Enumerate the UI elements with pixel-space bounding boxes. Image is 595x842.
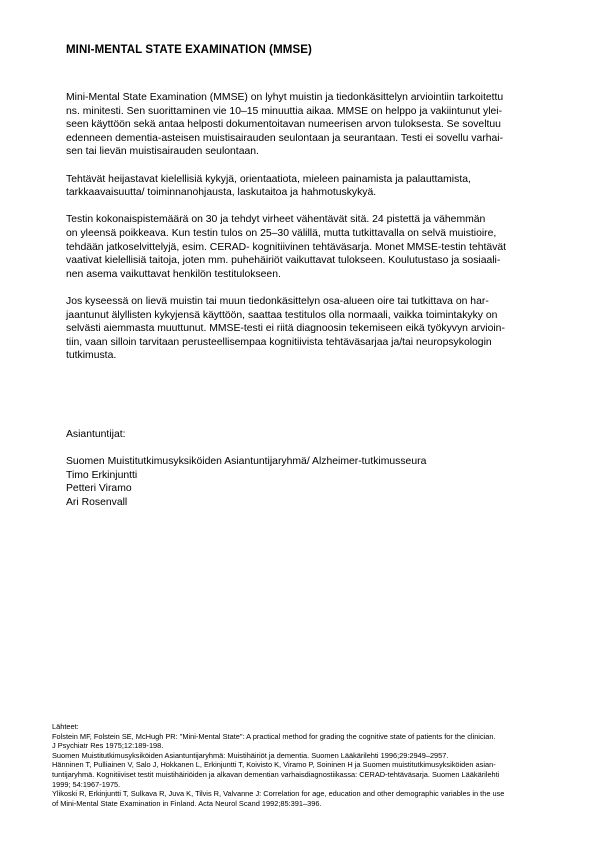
text-line: ns. minitesti. Sen suorittaminen vie 10–15 minuuttia aikaa. MMSE on helppo ja vakiintunut ylei- (66, 105, 503, 117)
references-section (52, 722, 552, 808)
expert-name: Suomen Muistitutkimusyksiköiden Asiantuntijaryhmä/ Alzheimer-tutkimusseura (66, 456, 427, 468)
paragraph-limitations (66, 295, 536, 363)
text-line: seen käyttöön sekä antaa helposti dokumentoitavan numeerisen arvon tuloksesta. Se soveltuu (66, 119, 501, 131)
text-line: selvästi aiemmasta muuttunut. MMSE-testi ei riitä diagnoosin tekemiseen eikä työkyvyn arvioin- (66, 323, 505, 335)
expert-name: Timo Erkinjuntti (66, 469, 138, 481)
experts-section (66, 428, 426, 510)
text-line: jaantunut älyllisten kykyjensä käyttöön, saattaa testitulos olla normaali, vaikka toimintakyky on (66, 309, 498, 321)
text-line: sen tai lievän muistisairauden seulontaan. (66, 146, 259, 158)
text-line: Mini-Mental State Examination (MMSE) on lyhyt muistin ja tiedonkäsittelyn arviointiin tarkoitettu (66, 92, 504, 103)
text-line: nen asema vaikuttavat henkilön testitulokseen. (66, 268, 281, 280)
references-heading: Lähteet: (52, 722, 79, 731)
reference-line: of Mini-Mental State Examination in Finland. Acta Neurol Scand 1992;85:391–396. (52, 798, 322, 808)
reference-line: Hänninen T, Pulliainen V, Salo J, Hokkanen L, Erkinjuntti T, Koivisto K, Viramo P, Soininen H ja Suomen muistitutkimusyksiköiden asian- (52, 760, 496, 770)
text-line: Jos kyseessä on lievä muistin tai muun tiedonkäsittelyn osa-alueen oire tai tutkittava on har- (66, 295, 489, 307)
paragraph-scoring (66, 213, 536, 281)
experts-heading: Asiantuntijat: (66, 429, 126, 440)
reference-line: J Psychiatr Res 1975;12:189-198. (52, 741, 164, 751)
reference-line: Suomen Muistitutkimusyksiköiden Asiantuntijaryhmä: Muistihäiriöt ja dementia. Suomen Lääkärilehti 1996;29:2949–2957. (52, 750, 449, 760)
reference-line: Ylikoski R, Erkinjuntti T, Sulkava R, Juva K, Tilvis R, Valvanne J: Correlation for age, education and other demographic variables in the use (52, 789, 505, 799)
expert-name: Petteri Viramo (66, 483, 132, 495)
text-line: tutkimusta. (66, 350, 117, 362)
text-line: Testin kokonaispistemäärä on 30 ja tehdyt virheet vähentävät sitä. 24 pistettä ja vähemmän (66, 214, 486, 226)
paragraph-intro (66, 91, 536, 159)
reference-line: Folstein MF, Folstein SE, McHugh PR: "Mini-Mental State": A practical method for grading the cognitive state of patients for the clinician. (52, 731, 496, 741)
expert-name: Ari Rosenvall (66, 496, 128, 508)
text-line: vaativat kielellisiä taitoja, joten mm. puhehäiriöt vaikuttavat tulokseen. Koulutustaso ja sosiaali- (66, 255, 501, 267)
document-title: MINI-MENTAL STATE EXAMINATION (MMSE) (66, 44, 312, 56)
paragraph-tasks (66, 173, 536, 200)
text-line: edenneen dementia-asteisen muistisairauden seulontaan ja seurantaan. Testi ei sovellu varhai- (66, 132, 504, 144)
text-line: Tehtävät heijastavat kielellisiä kykyjä, orientaatiota, mieleen painamista ja palauttamista, (66, 173, 471, 185)
text-line: on yleensä poikkeava. Kun testin tulos on 25–30 välillä, mutta tutkittavalla on selvä muistioire, (66, 227, 497, 239)
reference-line: 1999; 54:1967-1975. (52, 779, 121, 789)
text-line: tehdään jatkoselvittelyjä, esim. CERAD- kognitiivinen tehtäväsarja. Monet MMSE-testin tehtävät (66, 241, 507, 253)
text-line: tiin, vaan silloin tarvitaan perusteellisempaa kognitiivista tehtäväsarjaa ja/tai neuropsykologin (66, 336, 492, 348)
reference-line: tuntijaryhmä. Kognitiiviset testit muistihäiriöiden ja alkavan dementian varhaisdiagnostiikassa: CERAD-tehtäväsarja. Suomen Lääkärilehti (52, 769, 500, 779)
text-line: tarkkaavaisuutta/ toiminnanohjausta, laskutaitoa ja hahmotuskykyä. (66, 187, 377, 199)
body-text (66, 91, 536, 376)
